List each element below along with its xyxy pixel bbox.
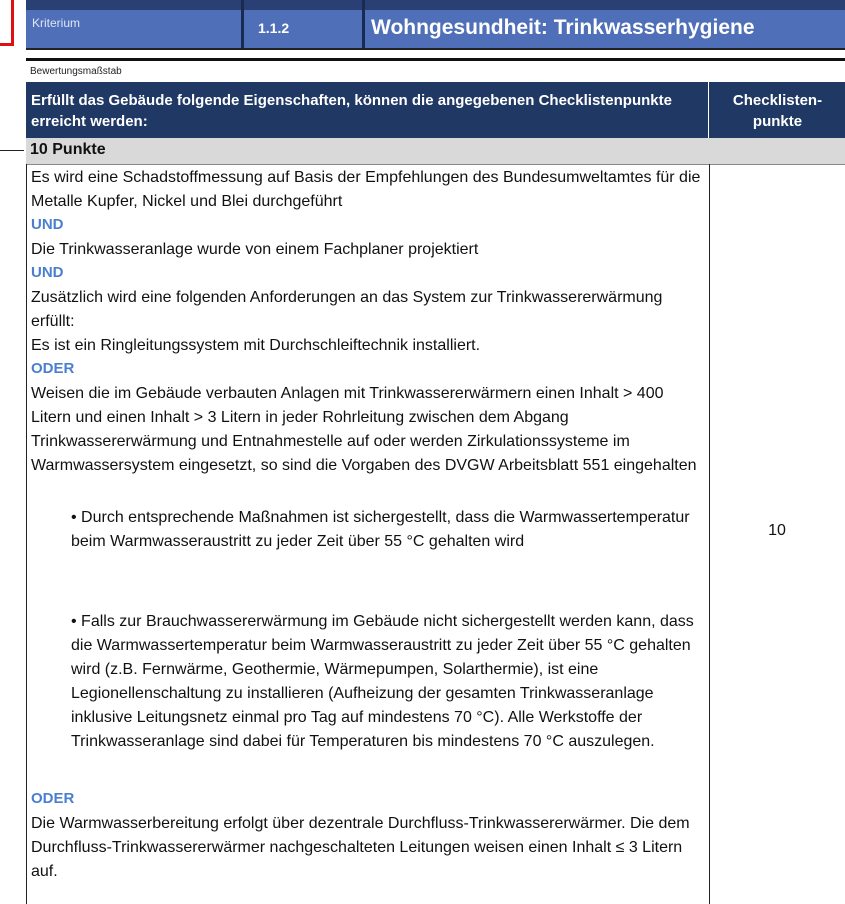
requirements-cell [26, 164, 710, 904]
points-label: 10 Punkte [30, 141, 106, 158]
criterion-title: Wohngesundheit: Trinkwasserhygiene [371, 16, 755, 39]
paragraph-requirements: Zusätzlich wird eine folgenden Anforderungen an das System zur Trinkwassererwärmung erfüllt: [31, 289, 663, 330]
table-header-divider [708, 82, 709, 138]
section-label: Bewertungsmaßstab [30, 66, 122, 77]
table-header [26, 82, 845, 138]
paragraph-ring-system: Es ist ein Ringleitungssystem mit Durchschleiftechnik installiert. [31, 337, 481, 354]
paragraph-planner: Die Trinkwasseranlage wurde von einem Fachplaner projektiert [31, 241, 479, 258]
left-tick-line [0, 150, 24, 151]
points-value: 10 [768, 522, 786, 539]
kriterium-label: Kriterium [32, 16, 81, 30]
table-header-points: Checklisten-punkte [732, 92, 823, 130]
header-top-strip [26, 0, 845, 10]
keyword-und: UND [31, 216, 64, 233]
points-row [26, 138, 845, 165]
header-divider [362, 0, 365, 48]
table-header-main: Erfüllt das Gebäude folgende Eigenschaften, können die angegebenen Checklistenpunkte erreicht werden: [31, 92, 672, 130]
header-divider [241, 0, 244, 48]
paragraph-dvgw: Weisen die im Gebäude verbauten Anlagen mit Trinkwassererwärmern einen Inhalt > 400 Litern und einen Inhalt > 3 Litern in jeder Rohrleitung zwischen dem Abgang Trinkwassererwärmung und Entnahmestelle auf oder werden Zirkulationssysteme im Warmwassersystem eingesetzt, so sind die Vorgaben des DVGW Arbeitsblatt 551 eingehalten [31, 385, 697, 474]
points-cell [709, 164, 845, 904]
bullet-legionella: • Falls zur Brauchwassererwärmung im Gebäude nicht sichergestellt werden kann, dass die Warmwassertemperatur beim Warmwasseraustritt zu jeder Zeit über 55 °C gehalten wird (z.B. Fernwärme, Geothermie, Wärmepumpen, Solarthermie), ist eine Legionellenschaltung zu installieren (Aufheizung der gesamten Trinkwasseranlage inklusive Leitungsnetz einmal pro Tag auf mindestens 70 °C). Alle Werkstoffe der Trinkwasseranlage sind dabei für Temperaturen bis mindestens 70 °C auszulegen. [71, 613, 694, 750]
criterion-number: 1.1.2 [258, 20, 290, 36]
red-corner-mark [0, 0, 14, 46]
keyword-und: UND [31, 264, 64, 281]
keyword-oder: ODER [31, 360, 75, 377]
section-separator [26, 58, 845, 61]
paragraph-decentral: Die Warmwasserbereitung erfolgt über dezentrale Durchfluss-Trinkwassererwärmer. Die dem Durchfluss-Trinkwassererwärmer nachgeschalteten Leitungen weisen einen Inhalt ≤ 3 Litern auf. [31, 815, 690, 880]
keyword-oder: ODER [31, 790, 75, 807]
paragraph-measurement: Es wird eine Schadstoffmessung auf Basis der Empfehlungen des Bundesumweltamtes für die Metalle Kupfer, Nickel und Blei durchgeführt [31, 169, 701, 210]
bullet-temperature: • Durch entsprechende Maßnahmen ist sichergestellt, dass die Warmwassertemperatur beim Warmwasseraustritt zu jeder Zeit über 55 °C gehalten wird [71, 509, 690, 550]
